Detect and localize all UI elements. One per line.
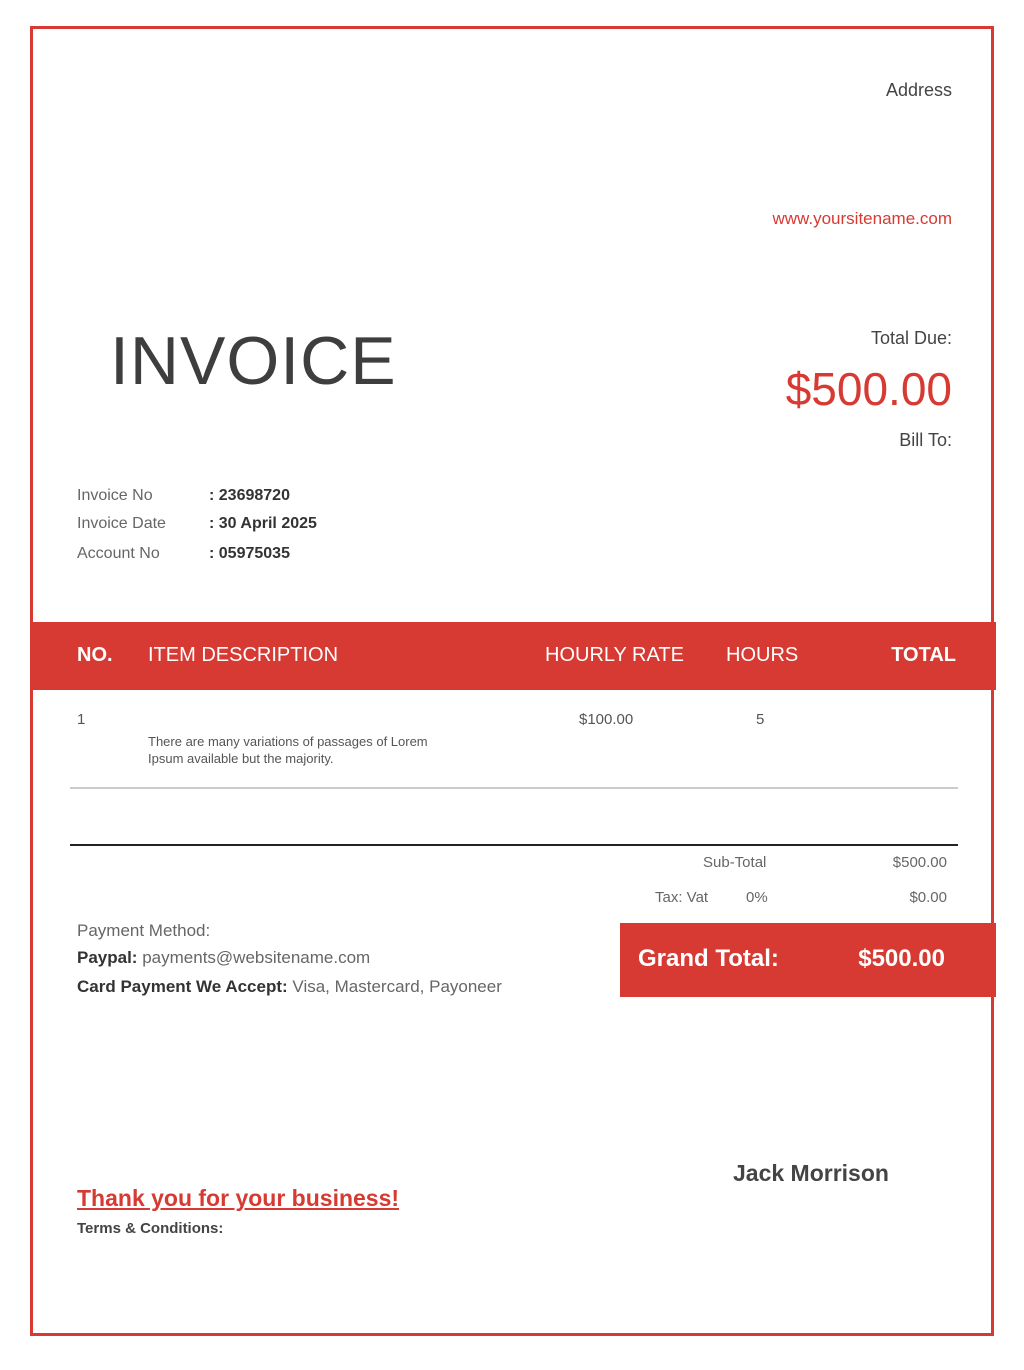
subtotal-label: Sub-Total	[703, 854, 767, 871]
invoice-no-value: : 23698720	[209, 487, 290, 504]
invoice-no-label: Invoice No	[77, 487, 153, 504]
row-rate: $100.00	[579, 711, 634, 728]
column-header-hours: HOURS	[726, 644, 799, 666]
website-link[interactable]: www.yoursitename.com	[772, 209, 952, 228]
subtotal-value: $500.00	[892, 854, 947, 871]
card-payment-label: Card Payment We Accept:	[77, 977, 288, 996]
column-header-no: NO.	[77, 644, 113, 666]
total-due-label: Total Due:	[870, 328, 952, 348]
address-label: Address	[885, 80, 952, 100]
tax-value: $0.00	[909, 889, 947, 906]
account-no-label: Account No	[77, 545, 160, 562]
tax-label: Tax: Vat	[655, 889, 709, 906]
bill-to-label: Bill To:	[899, 430, 952, 450]
grand-total-value: $500.00	[858, 945, 945, 972]
tax-rate: 0%	[746, 889, 768, 906]
row-no: 1	[77, 711, 86, 728]
page-title: INVOICE	[110, 323, 397, 399]
column-header-rate: HOURLY RATE	[545, 644, 684, 666]
card-payment-line	[77, 977, 502, 997]
invoice-date-label: Invoice Date	[77, 515, 166, 532]
signature-name: Jack Morrison	[733, 1160, 889, 1186]
row-hours: 5	[756, 711, 765, 728]
grand-total-label: Grand Total:	[638, 945, 779, 972]
column-header-total: TOTAL	[891, 644, 956, 666]
grand-total-box	[620, 923, 996, 997]
card-payment-value: Visa, Mastercard, Payoneer	[292, 977, 502, 996]
total-due-amount: $500.00	[785, 363, 952, 415]
thank-you-message: Thank you for your business!	[77, 1185, 400, 1211]
paypal-line	[77, 948, 370, 968]
account-no-value: : 05975035	[209, 545, 290, 562]
divider	[70, 844, 958, 846]
paypal-label: Paypal:	[77, 948, 138, 967]
column-header-description: ITEM DESCRIPTION	[148, 644, 339, 666]
table-header	[33, 622, 996, 690]
row-description: There are many variations of passages of Lorem Ipsum available but the majority.	[148, 734, 428, 766]
payment-method-label: Payment Method:	[77, 921, 211, 940]
paypal-value: payments@websitename.com	[142, 948, 371, 967]
divider	[70, 787, 958, 789]
invoice-date-value: : 30 April 2025	[209, 515, 317, 532]
terms-label: Terms & Conditions:	[77, 1220, 224, 1237]
